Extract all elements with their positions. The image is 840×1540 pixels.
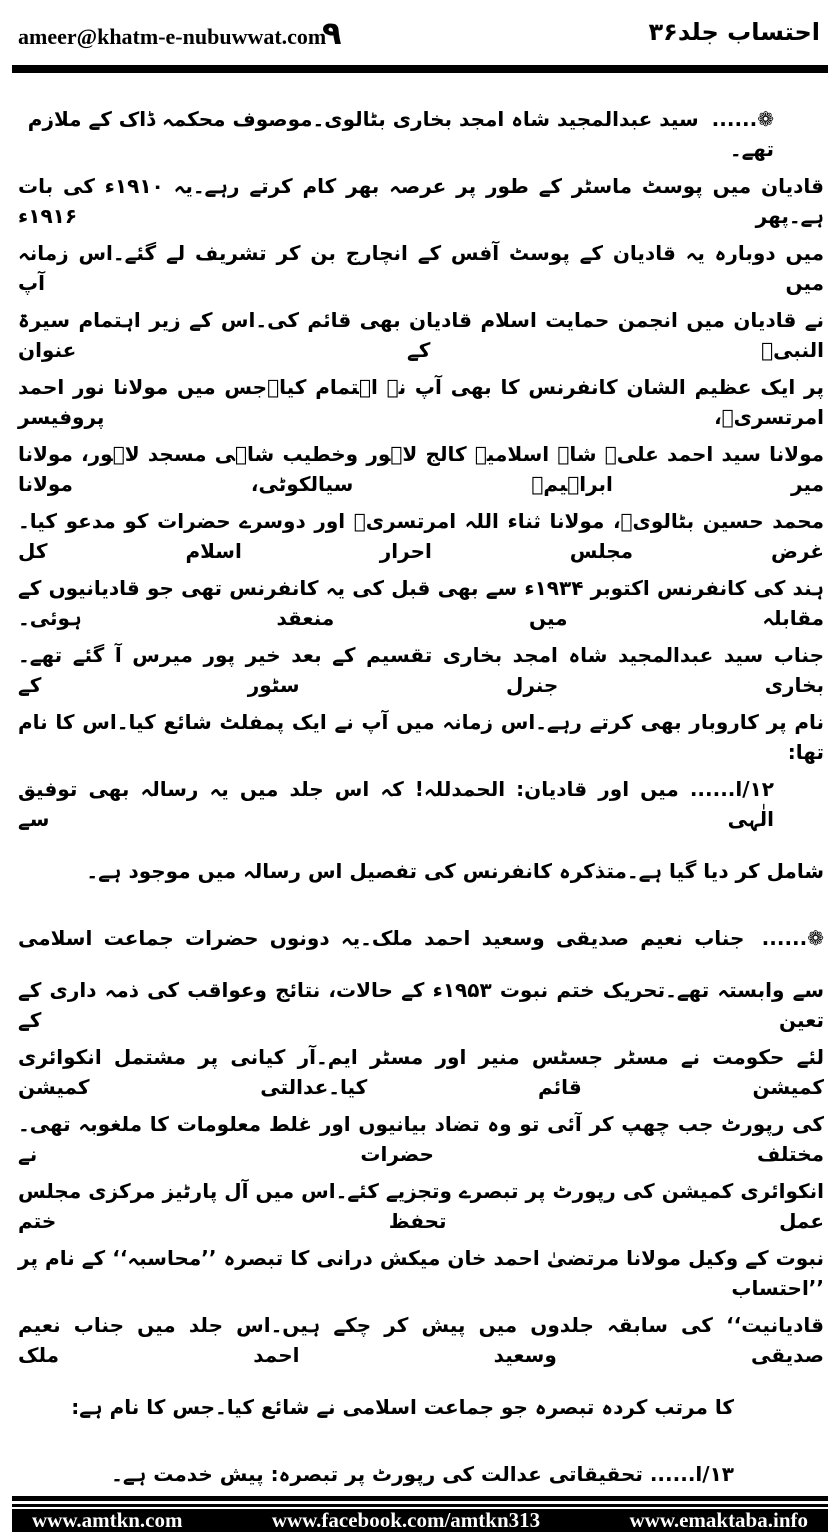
book-title: احتساب جلد۳۶ [648, 18, 820, 46]
text-line: قادیان میں پوسٹ ماسٹر کے طور پر عرصہ بھر کام کرتے رہے۔یہ ۱۹۱۰ء کی بات ہے۔پھر ۱۹۱۶ء [18, 173, 825, 228]
text-line: ہند کی کانفرنس اکتوبر ۱۹۳۴ء سے بھی قبل کی یہ کانفرنس تھی جو قادیانیوں کے مقابلہ میں منعقد ہوئی۔ [18, 575, 824, 630]
text-line: جناب سید عبدالمجید شاہ امجد بخاری تقسیم کے بعد خیر پور میرس آ گئے تھے۔بخاری جنرل سٹور کے [18, 642, 824, 697]
text-line: لئے حکومت نے مسٹر جسٹس منیر اور مسٹر ایم۔آر کیانی پر مشتمل انکوائری کمیشن قائم کیا۔عدالتی کمیشن [18, 1044, 824, 1099]
text-line: مولانا سید احمد علیؒ شاہ اسلامیہ کالج لاہور وخطیب شاہی مسجد لاہور، مولانا میر ابراہیمؒ سیالکوٹی، مولانا [18, 441, 824, 496]
text-line: پر ایک عظیم الشان کانفرنس کا بھی آپ نے اہتمام کیا۔جس میں مولانا نور احمد امرتسریؒ، پروفیسر [18, 374, 824, 429]
page-footer [12, 1509, 828, 1532]
footer-rule [12, 1504, 828, 1507]
text-line: نبوت کے وکیل مولانا مرتضیٰ احمد خان میکش درانی کا تبصرہ ’’محاسبہ‘‘ کے نام پر ’’احتساب [18, 1245, 824, 1300]
text-line: قادیانیت‘‘ کی سابقہ جلدوں میں پیش کر چکے ہیں۔اس جلد میں جناب نعیم صدیقی وسعید احمد ملک [18, 1312, 824, 1367]
text-line: سے وابستہ تھے۔تحریک ختم نبوت ۱۹۵۳ء کے حالات، نتائج وعواقب کی ذمہ داری کے تعین کے [18, 977, 825, 1032]
footer-link-amtkn[interactable]: www.amtkn.com [32, 1508, 183, 1532]
text-line: نام پر کاروبار بھی کرتے رہے۔اس زمانہ میں آپ نے ایک پمفلٹ شائع کیا۔اس کا نام تھا: [18, 709, 824, 764]
text-line [18, 904, 824, 971]
page-header [0, 0, 840, 60]
line-text: سید عبدالمجید شاہ امجد بخاری بٹالوی۔موصوف محکمہ ڈاک کے ملازم تھے۔ [27, 106, 774, 161]
text-line: کی رپورٹ جب چھپ کر آئی تو وہ تضاد بیانیوں اور غلط معلومات کا ملغوبہ تھی۔مختلف حضرات نے [18, 1111, 824, 1166]
text-line: ۱۲/ا...... میں اور قادیان: الحمدللہ! کہ اس جلد میں یہ رسالہ بھی توفیق الٰہی سے [18, 776, 774, 831]
footer-rule [12, 1496, 828, 1501]
text-line: نے قادیان میں انجمن حمایت اسلام قادیان بھی قائم کی۔اس کے زیر اہتمام سیرۃ النبیؐ کے عنوان [18, 307, 824, 362]
footer-link-emaktaba[interactable]: www.emaktaba.info [629, 1508, 808, 1532]
line-text: جناب نعیم صدیقی وسعید احمد ملک۔یہ دونوں حضرات جماعت اسلامی [18, 925, 745, 950]
page-number: ۹ [322, 14, 342, 52]
text-line: کا مرتب کردہ تبصرہ جو جماعت اسلامی نے شائع کیا۔جس کا نام ہے: [71, 1394, 734, 1419]
page-body [18, 100, 824, 1507]
footer-link-facebook[interactable]: www.facebook.com/amtkn313 [271, 1508, 541, 1532]
text-line: محمد حسین بٹالویؒ، مولانا ثناء اللہ امرتسریؒ اور دوسرے حضرات کو مدعو کیا۔غرض مجلس احرار اسلام کل [18, 508, 824, 563]
text-line: انکوائری کمیشن کی رپورٹ پر تبصرے وتجزیے کئے۔اس میں آل پارٹیز مرکزی مجلس عمل تحفظ ختم [18, 1178, 824, 1233]
header-rule [12, 65, 828, 73]
text-line: ۱۳/ا...... تحقیقاتی عدالت کی رپورٹ پر تبصرہ: پیش خدمت ہے۔ [111, 1461, 734, 1486]
text-line: میں دوبارہ یہ قادیان کے پوسٹ آفس کے انچارج بن کر تشریف لے گئے۔اس زمانہ میں آپ [18, 240, 824, 295]
flower-ornament-icon: ❁...... [711, 106, 774, 131]
header-email: ameer@khatm-e-nubuwwat.com [18, 24, 327, 49]
text-line [18, 100, 824, 167]
text-line: شامل کر دیا گیا ہے۔متذکرہ کانفرنس کی تفصیل اس رسالہ میں موجود ہے۔ [86, 858, 824, 883]
flower-ornament-icon: ❁...... [761, 925, 824, 950]
